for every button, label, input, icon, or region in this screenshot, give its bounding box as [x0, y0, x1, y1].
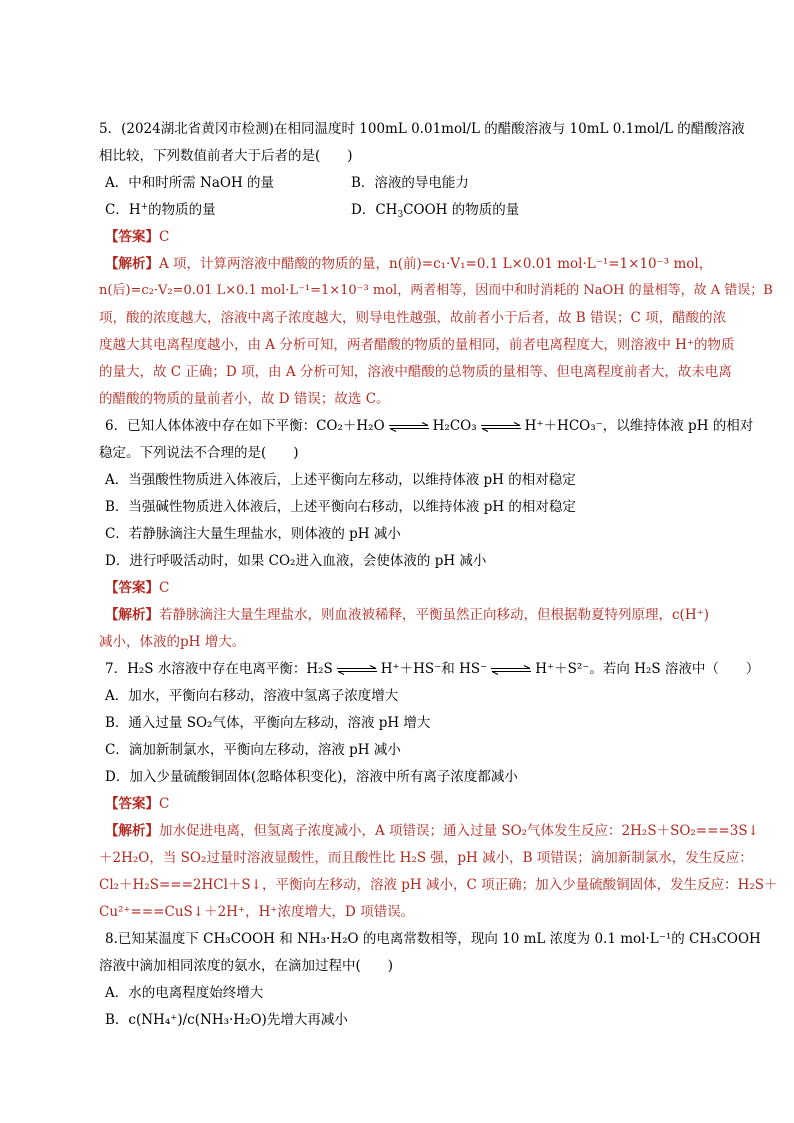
equilibrium-arrow-icon — [336, 665, 378, 675]
q6-option-d: D．进行呼吸活动时，如果 CO₂进入血液，会使体液的 pH 减小 — [105, 553, 487, 569]
q5-option-d: D．$CH_3COOH$ 的物质的量 — [351, 202, 520, 220]
q5-analysis-line3: 项，酸的浓度越大，溶液中离子浓度越大，则导电性越强，故前者小于后者，故 B 错误；C 项，醋酸的浓 — [99, 310, 727, 326]
q6-option-c: C．若静脉滴注大量生理盐水，则体液的 pH 减小 — [105, 526, 401, 542]
q5-stem-line1: 5．(2024湖北省黄冈市检测)在相同温度时 100mL 0.01mol/L 的醋酸溶液与 10mL 0.1mol/L 的醋酸溶液 — [99, 121, 745, 137]
q5-answer: 【答案】C — [105, 229, 170, 245]
q7-analysis-line2: ＋2H₂O，当 SO₂过量时溶液显酸性，而且酸性比 H₂S 强，pH 减小，B 项错误；滴加新制氯水，发生反应： — [99, 850, 753, 866]
q5-analysis-line5: 的量大，故 C 正确；D 项，由 A 分析可知，溶液中醋酸的总物质的量相等、但电离程度前者大，故未电离 — [99, 364, 732, 380]
q6-option-a: A．当强酸性物质进入体液后，上述平衡向左移动，以维持体液 pH 的相对稳定 — [105, 472, 576, 488]
q5-analysis-line2: n(后)=c₂·V₂=0.01 L×0.1 mol·L⁻¹=1×10⁻³ mol，两者相等，因而中和时消耗的 NaOH 的量相等，故 A 错误；B — [99, 283, 773, 298]
q5-analysis-line4: 度越大其电离程度越小，由 A 分析可知，两者醋酸的物质的量相同，前者电离程度大，则溶液中 H⁺的物质 — [99, 337, 735, 353]
q5-analysis-line6: 的醋酸的物质的量前者小，故 D 错误；故选 C。 — [99, 391, 390, 407]
q6-answer: 【答案】C — [105, 580, 170, 596]
q7-option-d: D．加入少量硫酸铜固体(忽略体积变化)，溶液中所有离子浓度都减小 — [105, 769, 518, 785]
q6-stem-line2: 稳定。下列说法不合理的是( ) — [99, 445, 299, 461]
q5-option-c: C．H+的物质的量 — [105, 202, 216, 218]
q5-options-row1 — [105, 174, 705, 192]
q7-stem-line1: 7．H₂S 水溶液中存在电离平衡：H₂S H⁺＋HS⁻和 HS⁻ H⁺＋S²⁻。若向 H₂S 溶液中（ ） — [105, 661, 760, 677]
q6-analysis-line1: 【解析】若静脉滴注大量生理盐水，则血液被稀释，平衡虽然正向移动，但根据勒夏特列原理，c(H⁺) — [105, 607, 709, 623]
q5-option-b: B．溶液的导电能力 — [351, 175, 469, 191]
q8-option-b: B．c(NH₄⁺)/c(NH₃·H₂O)先增大再减小 — [105, 1012, 348, 1028]
equilibrium-arrow-icon — [480, 422, 522, 432]
q5-analysis-line1: 【解析】A 项，计算两溶液中醋酸的物质的量，n(前)=c₁·V₁=0.1 L×0.01 mol·L⁻¹=1×10⁻³ mol， — [105, 256, 713, 272]
q7-analysis-line3: Cl₂＋H₂S===2HCl＋S↓，平衡向左移动，溶液 pH 减小，C 项正确；加入少量硫酸铜固体，发生反应：H₂S＋ — [99, 877, 778, 893]
q5-option-a: A．中和时所需 NaOH 的量 — [105, 175, 275, 191]
equilibrium-arrow-icon — [490, 665, 532, 675]
q7-analysis-line1: 【解析】加水促进电离，但氢离子浓度减小，A 项错误；通入过量 SO₂气体发生反应：2H₂S＋SO₂===3S↓ — [105, 823, 759, 839]
q6-option-b: B．当强碱性物质进入体液后，上述平衡向右移动，以维持体液 pH 的相对稳定 — [105, 499, 576, 515]
equilibrium-arrow-icon — [388, 422, 430, 432]
q8-stem-line1: 8.已知某温度下 CH₃COOH 和 NH₃·H₂O 的电离常数相等，现向 10 mL 浓度为 0.1 mol·L⁻¹的 CH₃COOH — [105, 931, 761, 947]
q8-stem-line2: 溶液中滴加相同浓度的氨水，在滴加过程中( ) — [99, 958, 394, 974]
q7-analysis-line4: Cu²⁺===CuS↓＋2H⁺，H⁺浓度增大，D 项错误。 — [99, 904, 415, 920]
q7-option-c: C．滴加新制氯水，平衡向左移动，溶液 pH 减小 — [105, 742, 401, 758]
q6-analysis-line2: 减小，体液的pH 增大。 — [99, 634, 246, 650]
q7-option-b: B．通入过量 SO₂气体，平衡向左移动，溶液 pH 增大 — [105, 715, 431, 731]
q7-answer: 【答案】C — [105, 796, 170, 812]
q5-stem-line2: 相比较，下列数值前者大于后者的是( ) — [99, 148, 353, 164]
q6-stem-line1: 6．已知人体体液中存在如下平衡：CO₂＋H₂O H₂CO₃ H⁺＋HCO₃⁻，以维持体液 pH 的相对 — [105, 418, 754, 434]
q8-option-a: A．水的电离程度始终增大 — [105, 985, 264, 1001]
q5-options-row2 — [105, 201, 705, 219]
q7-option-a: A．加水，平衡向右移动，溶液中氢离子浓度增大 — [105, 688, 399, 704]
